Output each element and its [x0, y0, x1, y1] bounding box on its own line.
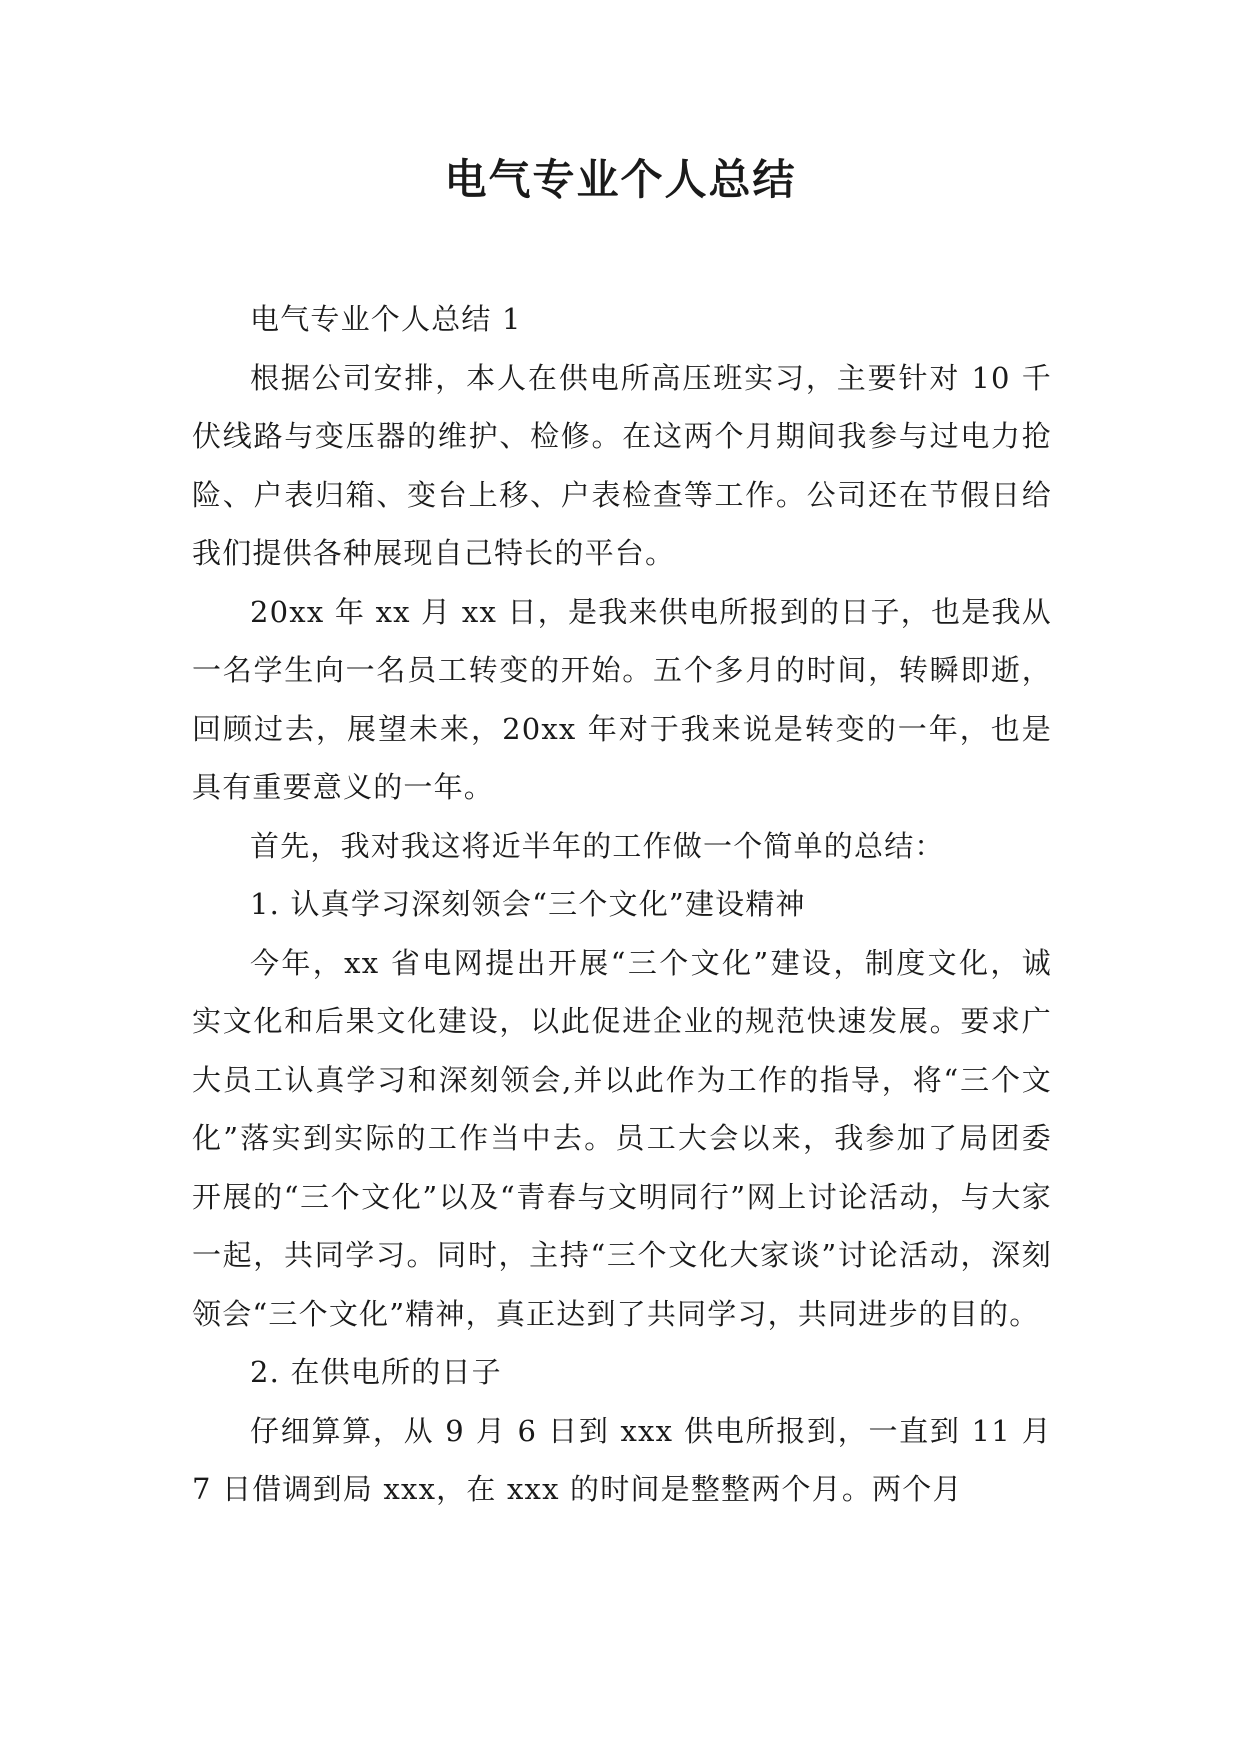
subsection-heading: 1. 认真学习深刻领会“三个文化”建设精神 — [250, 887, 806, 921]
body-paragraph: 根据公司安排，本人在供电所高压班实习，主要针对 10 千伏线路与变压器的维护、检修。在这两个月期间我参与过电力抢险、户表归箱、变台上移、户表检查等工作。公司还在节假日给我们提供各种展现自己特长的平台。 — [192, 360, 1052, 570]
body-paragraph: 今年，xx 省电网提出开展“三个文化”建设，制度文化，诚实文化和后果文化建设，以此促进企业的规范快速发展。要求广大员工认真学习和深刻领会,并以此作为工作的指导，将“三个文化”落实到实际的工作当中去。员工大会以来，我参加了局团委开展的“三个文化”以及“青春与文明同行”网上讨论活动，与大家一起，共同学习。同时，主持“三个文化大家谈”讨论活动，深刻领会“三个文化”精神，真正达到了共同学习，共同进步的目的。 — [192, 945, 1052, 1331]
body-paragraph: 仔细算算，从 9 月 6 日到 xxx 供电所报到，一直到 11 月 7 日借调到局 xxx，在 xxx 的时间是整整两个月。两个月 — [192, 1413, 1052, 1506]
subsection-heading: 2. 在供电所的日子 — [250, 1355, 502, 1389]
body-paragraph: 20xx 年 xx 月 xx 日，是我来供电所报到的日子，也是我从一名学生向一名员工转变的开始。五个多月的时间，转瞬即逝，回顾过去，展望未来，20xx 年对于我来说是转变的一年，也是具有重要意义的一年。 — [192, 594, 1052, 804]
document-body — [192, 290, 1052, 1519]
body-paragraph: 首先，我对我这将近半年的工作做一个简单的总结： — [250, 828, 945, 863]
section-heading: 电气专业个人总结 1 — [250, 302, 522, 336]
document-title: 电气专业个人总结 — [444, 155, 797, 204]
